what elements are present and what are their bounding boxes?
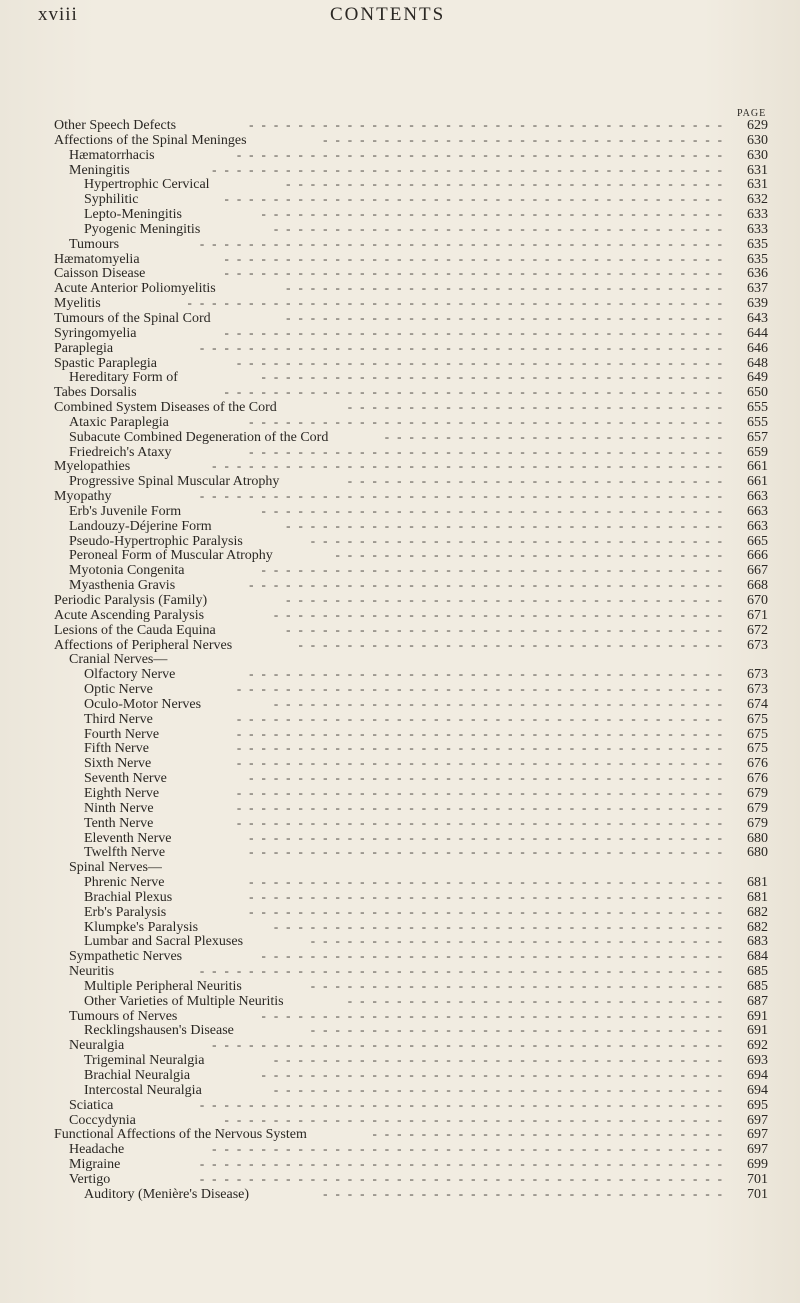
toc-entry-title: Affections of the Spinal Meninges <box>54 132 247 148</box>
dot-leader: ---------------------------------------- <box>236 741 730 756</box>
toc-entry <box>54 1128 768 1143</box>
toc-entry-title: Trigeminal Neuralgia <box>84 1053 205 1069</box>
toc-entry-title: Spinal Nerves— <box>69 860 162 876</box>
toc-entry <box>54 802 768 817</box>
dot-leader: ------------------------------- <box>347 400 730 415</box>
toc-entry-page: 650 <box>747 385 768 401</box>
toc-entry-title: Tenth Nerve <box>84 815 154 831</box>
dot-leader: ----------------------------------------- <box>224 385 730 400</box>
toc-entry-title: Lesions of the Cauda Equina <box>54 622 216 638</box>
toc-entry-title: Other Varieties of Multiple Neuritis <box>84 993 284 1009</box>
toc-entry-page: 646 <box>747 340 768 356</box>
toc-entry <box>54 921 768 936</box>
toc-entry-title: Twelfth Nerve <box>84 845 166 861</box>
toc-entry-page: 633 <box>747 207 768 223</box>
toc-entry-title: Oculo-Motor Nerves <box>84 696 202 712</box>
dot-leader: ------------------------------------- <box>273 1082 730 1097</box>
toc-entry <box>54 995 768 1010</box>
toc-entry-page: 648 <box>747 355 768 371</box>
toc-entry <box>54 386 768 401</box>
toc-entry-page: 666 <box>747 548 768 564</box>
toc-entry <box>54 965 768 980</box>
toc-entry-title: Klumpke's Paralysis <box>84 919 199 935</box>
toc-entry-title: Hypertrophic Cervical <box>84 177 210 193</box>
dot-leader: --------------------------------------- <box>249 118 730 132</box>
toc-entry-title: Functional Affections of the Nervous System <box>54 1127 307 1143</box>
toc-entry <box>54 980 768 995</box>
toc-entry-title: Other Speech Defects <box>54 118 177 133</box>
dot-leader: ---------------------------------------- <box>236 726 730 741</box>
toc-entry <box>54 1039 768 1054</box>
toc-entry <box>54 208 768 223</box>
toc-entry-page: 694 <box>747 1068 768 1083</box>
toc-entry-page: 697 <box>747 1142 768 1158</box>
dot-leader: --------------------------------------- <box>249 771 730 786</box>
toc-entry-title: Eleventh Nerve <box>84 830 172 846</box>
toc-entry-title: Erb's Juvenile Form <box>69 503 182 519</box>
toc-entry <box>54 1114 768 1129</box>
toc-entry-title: Periodic Paralysis (Family) <box>54 593 208 608</box>
toc-entry-title: Sixth Nerve <box>84 756 152 772</box>
toc-entry-title: Combined System Diseases of the Cord <box>54 400 277 416</box>
dot-leader: --------------------------------------- <box>249 578 730 593</box>
toc-entry <box>54 401 768 416</box>
toc-entry-page: 685 <box>747 978 768 994</box>
toc-entry-title: Myelopathies <box>54 459 131 475</box>
toc-entry <box>54 861 768 876</box>
toc-entry <box>54 460 768 475</box>
toc-entry <box>54 282 768 297</box>
toc-entry <box>54 935 768 950</box>
toc-entry <box>54 371 768 386</box>
dot-leader: ------------------------------------------- <box>199 1157 730 1172</box>
dot-leader: ------------------------------------------ <box>212 162 730 177</box>
dot-leader: ---------------------------------- <box>310 978 730 993</box>
dot-leader: ------------------------------------- <box>273 696 730 711</box>
dot-leader: ---------------------------- <box>384 429 730 444</box>
toc-entry-page: 675 <box>747 711 768 727</box>
dot-leader: ---------------------------------- <box>310 934 730 949</box>
toc-entry <box>54 906 768 921</box>
dot-leader: ------------------------------------ <box>286 310 730 325</box>
dot-leader: -------------------------------------- <box>261 563 730 578</box>
toc-entry-page: 631 <box>747 162 768 178</box>
toc-entry <box>54 1010 768 1025</box>
toc-entry <box>54 579 768 594</box>
toc-entry <box>54 119 768 134</box>
toc-entry-title: Hereditary Form of <box>69 370 178 386</box>
dot-leader: -------------------------------------- <box>261 1008 730 1023</box>
toc-entry <box>54 357 768 372</box>
toc-entry <box>54 297 768 312</box>
toc-entry-title: Neuritis <box>69 964 115 980</box>
toc-entry <box>54 876 768 891</box>
toc-entry <box>54 1084 768 1099</box>
toc-entry-title: Affections of Peripheral Nerves <box>54 637 233 653</box>
dot-leader: ------------------------------------------ <box>212 459 730 474</box>
toc-entry-page: 630 <box>747 132 768 148</box>
toc-entry-title: Cranial Nerves— <box>69 652 168 668</box>
toc-entry <box>54 238 768 253</box>
toc-entry-title: Vertigo <box>69 1171 111 1187</box>
toc-entry-title: Hæmatorrhacis <box>69 147 155 163</box>
toc-entry-title: Olfactory Nerve <box>84 667 176 683</box>
toc-entry-title: Progressive Spinal Muscular Atrophy <box>69 474 280 490</box>
page-header <box>0 4 800 28</box>
dot-leader: ---------------------------------------- <box>236 682 730 697</box>
toc-entry-page: 675 <box>747 741 768 757</box>
toc-entry-page: 675 <box>747 726 768 742</box>
dot-leader: ----------------------------------------- <box>224 266 730 281</box>
toc-entry-page: 683 <box>747 934 768 950</box>
dot-leader: ---------------------------------------- <box>236 756 730 771</box>
toc-entry <box>54 787 768 802</box>
toc-entry-title: Syringomyelia <box>54 325 137 341</box>
toc-entry <box>54 475 768 490</box>
toc-entry <box>54 505 768 520</box>
toc-entry <box>54 742 768 757</box>
dot-leader: -------------------------------------------- <box>187 296 730 311</box>
dot-leader: --------------------------------------- <box>249 667 730 682</box>
toc-entry <box>54 713 768 728</box>
toc-entry <box>54 520 768 535</box>
toc-entry <box>54 1054 768 1069</box>
toc-entry <box>54 698 768 713</box>
toc-entry <box>54 772 768 787</box>
dot-leader: ----------------------------------------- <box>224 192 730 207</box>
dot-leader: ------------------------------------------- <box>199 964 730 979</box>
toc-entry-page: 655 <box>747 414 768 430</box>
toc-entry <box>54 832 768 847</box>
toc-entry <box>54 891 768 906</box>
toc-entry-page: 661 <box>747 474 768 490</box>
toc-entry-page: 685 <box>747 964 768 980</box>
toc-entry-page: 679 <box>747 785 768 801</box>
toc-entry-page: 633 <box>747 221 768 237</box>
page-title: CONTENTS <box>330 4 446 25</box>
toc-entry-title: Acute Ascending Paralysis <box>54 607 205 623</box>
toc-entry <box>54 178 768 193</box>
toc-entry-page: 681 <box>747 889 768 905</box>
toc-entry-title: Myopathy <box>54 489 112 505</box>
toc-entry-page: 701 <box>747 1186 768 1202</box>
dot-leader: ---------------------------------------- <box>236 711 730 726</box>
toc-entry-page: 682 <box>747 919 768 935</box>
toc-entry <box>54 431 768 446</box>
dot-leader: ------------------------------------------ <box>212 1142 730 1157</box>
dot-leader: ----------------------------- <box>372 1127 730 1142</box>
toc-entry-title: Tumours of Nerves <box>69 1008 178 1024</box>
toc-entry-page: 668 <box>747 578 768 594</box>
toc-entry <box>54 549 768 564</box>
toc-entry-page: 659 <box>747 444 768 460</box>
toc-entry-page: 635 <box>747 251 768 267</box>
toc-entry-page: 676 <box>747 756 768 772</box>
toc-entry-page: 643 <box>747 310 768 326</box>
dot-leader: ------------------------------------ <box>286 281 730 296</box>
dot-leader: ------------------------------------- <box>273 919 730 934</box>
dot-leader: ---------------------------------------- <box>236 355 730 370</box>
toc-entry-page: 665 <box>747 533 768 549</box>
dot-leader: ---------------------------------------- <box>236 800 730 815</box>
dot-leader: ------------------------------------ <box>286 518 730 533</box>
toc-entry-page: 671 <box>747 607 768 623</box>
dot-leader: ------------------------------------ <box>286 622 730 637</box>
toc-entry-title: Meningitis <box>69 162 130 178</box>
toc-entry-page: 693 <box>747 1053 768 1069</box>
toc-entry-page: 632 <box>747 192 768 208</box>
toc-entry <box>54 1188 768 1203</box>
toc-entry-page: 672 <box>747 622 768 638</box>
dot-leader: -------------------------------------- <box>261 370 730 385</box>
dot-leader: ------------------------------------- <box>273 607 730 622</box>
dot-leader: ---------------------------------------- <box>236 785 730 800</box>
dot-leader: -------------------------------------- <box>261 949 730 964</box>
toc-entry-title: Neuralgia <box>69 1038 125 1054</box>
toc-entry <box>54 1158 768 1173</box>
dot-leader: ----------------------------------------- <box>224 1112 730 1127</box>
toc-entry <box>54 1143 768 1158</box>
toc-entry-page: 667 <box>747 563 768 579</box>
dot-leader: ------------------------------------------ <box>212 1038 730 1053</box>
dot-leader: -------------------------------------- <box>261 1068 730 1082</box>
toc-entry-page: 635 <box>747 236 768 252</box>
toc-entry <box>54 1069 768 1084</box>
toc-entry-page: 630 <box>747 147 768 163</box>
toc-entry-page: 639 <box>747 296 768 312</box>
toc-entry-page: 694 <box>747 1082 768 1098</box>
dot-leader: --------------------------------------- <box>249 875 730 890</box>
toc-entry-title: Third Nerve <box>84 711 153 727</box>
toc-entry-page: 695 <box>747 1097 768 1113</box>
toc-entry-title: Hæmatomyelia <box>54 251 140 267</box>
toc-entry <box>54 490 768 505</box>
toc-entry-title: Myotonia Congenita <box>69 563 185 579</box>
toc-entry-page: 691 <box>747 1023 768 1039</box>
toc-entry-page: 680 <box>747 830 768 846</box>
dot-leader: --------------------------------------- <box>249 444 730 459</box>
toc-entry-title: Sympathetic Nerves <box>69 949 183 965</box>
toc-entry <box>54 728 768 743</box>
toc-entry <box>54 653 768 668</box>
toc-entry <box>54 1173 768 1188</box>
dot-leader: --------------------------------------- <box>249 889 730 904</box>
toc-entry <box>54 149 768 164</box>
toc-entry-title: Brachial Plexus <box>84 889 173 905</box>
dot-leader: --------------------------------------- <box>249 904 730 919</box>
toc-entry <box>54 950 768 965</box>
dot-leader: ------------------------------- <box>347 474 730 489</box>
toc-entry <box>54 624 768 639</box>
toc-entry-page: 661 <box>747 459 768 475</box>
toc-entry-page: 637 <box>747 281 768 297</box>
dot-leader: ------------------------------- <box>347 993 730 1008</box>
toc-entry-title: Peroneal Form of Muscular Atrophy <box>69 548 273 564</box>
toc-entry-title: Intercostal Neuralgia <box>84 1082 202 1098</box>
toc-entry-page: 697 <box>747 1112 768 1128</box>
toc-entry-title: Tabes Dorsalis <box>54 385 137 401</box>
toc-entry <box>54 312 768 327</box>
toc-entry-page: 655 <box>747 400 768 416</box>
toc-entry-page: 681 <box>747 875 768 891</box>
toc-entry <box>54 564 768 579</box>
toc-entry-title: Fifth Nerve <box>84 741 149 757</box>
toc-entry-page: 692 <box>747 1038 768 1054</box>
toc-entry-title: Subacute Combined Degeneration of the Cord <box>69 429 329 445</box>
toc-entry <box>54 223 768 238</box>
page-column-label: PAGE <box>737 108 767 119</box>
toc-entry-title: Acute Anterior Poliomyelitis <box>54 281 216 297</box>
toc-entry <box>54 846 768 861</box>
dot-leader: ----------------------------------- <box>298 637 730 652</box>
toc-entry <box>54 817 768 832</box>
toc-entry-title: Spastic Paraplegia <box>54 355 158 371</box>
toc-entry-page: 631 <box>747 177 768 193</box>
toc-entry-title: Caisson Disease <box>54 266 146 282</box>
toc-entry-page: 679 <box>747 815 768 831</box>
toc-entry-page: 699 <box>747 1157 768 1173</box>
toc-entry-page: 657 <box>747 429 768 445</box>
toc-entry <box>54 757 768 772</box>
dot-leader: -------------------------------------- <box>261 207 730 222</box>
toc-entry-page: 697 <box>747 1127 768 1143</box>
toc-entry <box>54 1024 768 1039</box>
toc-entry-title: Pseudo-Hypertrophic Paralysis <box>69 533 243 549</box>
toc-entry-title: Paraplegia <box>54 340 114 356</box>
dot-leader: -------------------------------------- <box>261 503 730 518</box>
toc-entry-page: 684 <box>747 949 768 965</box>
toc-entry <box>54 193 768 208</box>
dot-leader: --------------------------------------- <box>249 845 730 860</box>
toc-entry-title: Eighth Nerve <box>84 785 160 801</box>
toc-entry-title: Syphilitic <box>84 192 139 208</box>
toc-entry <box>54 342 768 357</box>
toc-entry-title: Myelitis <box>54 296 101 312</box>
toc-entry-title: Recklingshausen's Disease <box>84 1023 234 1039</box>
toc-entry-title: Coccydynia <box>69 1112 136 1128</box>
dot-leader: ---------------------------------------- <box>236 147 730 162</box>
dot-leader: ------------------------------------- <box>273 1053 730 1068</box>
dot-leader: ---------------------------------- <box>310 533 730 548</box>
toc-entry-title: Seventh Nerve <box>84 771 167 787</box>
toc-entry-title: Optic Nerve <box>84 682 153 698</box>
toc-entry <box>54 668 768 683</box>
toc-entry-title: Pyogenic Meningitis <box>84 221 201 237</box>
toc-entry-title: Headache <box>69 1142 125 1158</box>
toc-entry-title: Lepto-Meningitis <box>84 207 182 223</box>
toc-entry <box>54 253 768 268</box>
table-of-contents <box>54 119 768 1203</box>
dot-leader: ------------------------------------------- <box>199 340 730 355</box>
toc-entry-page: 670 <box>747 593 768 608</box>
toc-entry-title: Multiple Peripheral Neuritis <box>84 978 242 994</box>
toc-entry-page: 682 <box>747 904 768 920</box>
toc-entry-page: 663 <box>747 503 768 519</box>
dot-leader: ---------------------------------------- <box>236 815 730 830</box>
toc-entry <box>54 609 768 624</box>
toc-entry-page: 636 <box>747 266 768 282</box>
toc-entry <box>54 683 768 698</box>
dot-leader: ------------------------------------------- <box>199 489 730 504</box>
toc-entry-title: Myasthenia Gravis <box>69 578 176 594</box>
toc-entry-title: Migraine <box>69 1157 121 1173</box>
dot-leader: ------------------------------------ <box>286 177 730 192</box>
dot-leader: ------------------------------------ <box>286 593 730 607</box>
toc-entry-page: 679 <box>747 800 768 816</box>
toc-entry-title: Tumours <box>69 236 120 252</box>
toc-entry-page: 673 <box>747 682 768 698</box>
toc-entry <box>54 535 768 550</box>
toc-entry <box>54 134 768 149</box>
toc-entry <box>54 594 768 609</box>
dot-leader: --------------------------------------- <box>249 830 730 845</box>
toc-entry-title: Brachial Neuralgia <box>84 1068 191 1083</box>
toc-entry-page: 687 <box>747 993 768 1009</box>
toc-entry-page: 663 <box>747 518 768 534</box>
dot-leader: ------------------------------------------- <box>199 1097 730 1112</box>
toc-entry <box>54 327 768 342</box>
dot-leader: ------------------------------------- <box>273 221 730 236</box>
toc-entry-page: 644 <box>747 325 768 341</box>
toc-entry-title: Tumours of the Spinal Cord <box>54 310 211 326</box>
dot-leader: -------------------------------- <box>335 548 730 563</box>
toc-entry-title: Friedreich's Ataxy <box>69 444 172 460</box>
toc-entry <box>54 639 768 654</box>
toc-entry <box>54 267 768 282</box>
dot-leader: --------------------------------- <box>323 1186 730 1201</box>
toc-entry-page: 680 <box>747 845 768 861</box>
toc-entry-title: Landouzy-Déjerine Form <box>69 518 212 534</box>
dot-leader: ---------------------------------- <box>310 1023 730 1038</box>
toc-entry-title: Lumbar and Sacral Plexuses <box>84 934 244 950</box>
toc-entry-page: 673 <box>747 667 768 683</box>
toc-entry <box>54 164 768 179</box>
toc-entry-title: Ataxic Paraplegia <box>69 414 169 430</box>
toc-entry-title: Fourth Nerve <box>84 726 160 742</box>
dot-leader: ----------------------------------------- <box>224 251 730 266</box>
toc-entry <box>54 1099 768 1114</box>
toc-entry-page: 663 <box>747 489 768 505</box>
dot-leader: ----------------------------------------- <box>224 325 730 340</box>
dot-leader: ------------------------------------------- <box>199 1171 730 1186</box>
toc-entry-title: Phrenic Nerve <box>84 875 165 891</box>
toc-entry-page: 701 <box>747 1171 768 1187</box>
toc-entry <box>54 416 768 431</box>
toc-entry <box>54 446 768 461</box>
dot-leader: --------------------------------------- <box>249 414 730 429</box>
toc-entry-page: 676 <box>747 771 768 787</box>
toc-entry-title: Ninth Nerve <box>84 800 154 816</box>
toc-entry-title: Auditory (Menière's Disease) <box>84 1186 250 1202</box>
page-number: xviii <box>38 4 78 25</box>
toc-entry-page: 649 <box>747 370 768 386</box>
toc-entry-title: Sciatica <box>69 1097 114 1113</box>
dot-leader: --------------------------------- <box>323 132 730 147</box>
dot-leader: ------------------------------------------- <box>199 236 730 251</box>
toc-entry-title: Erb's Paralysis <box>84 904 167 920</box>
toc-entry-page: 691 <box>747 1008 768 1024</box>
toc-entry-page: 629 <box>747 118 768 133</box>
toc-entry-page: 674 <box>747 696 768 712</box>
toc-entry-page: 673 <box>747 637 768 653</box>
